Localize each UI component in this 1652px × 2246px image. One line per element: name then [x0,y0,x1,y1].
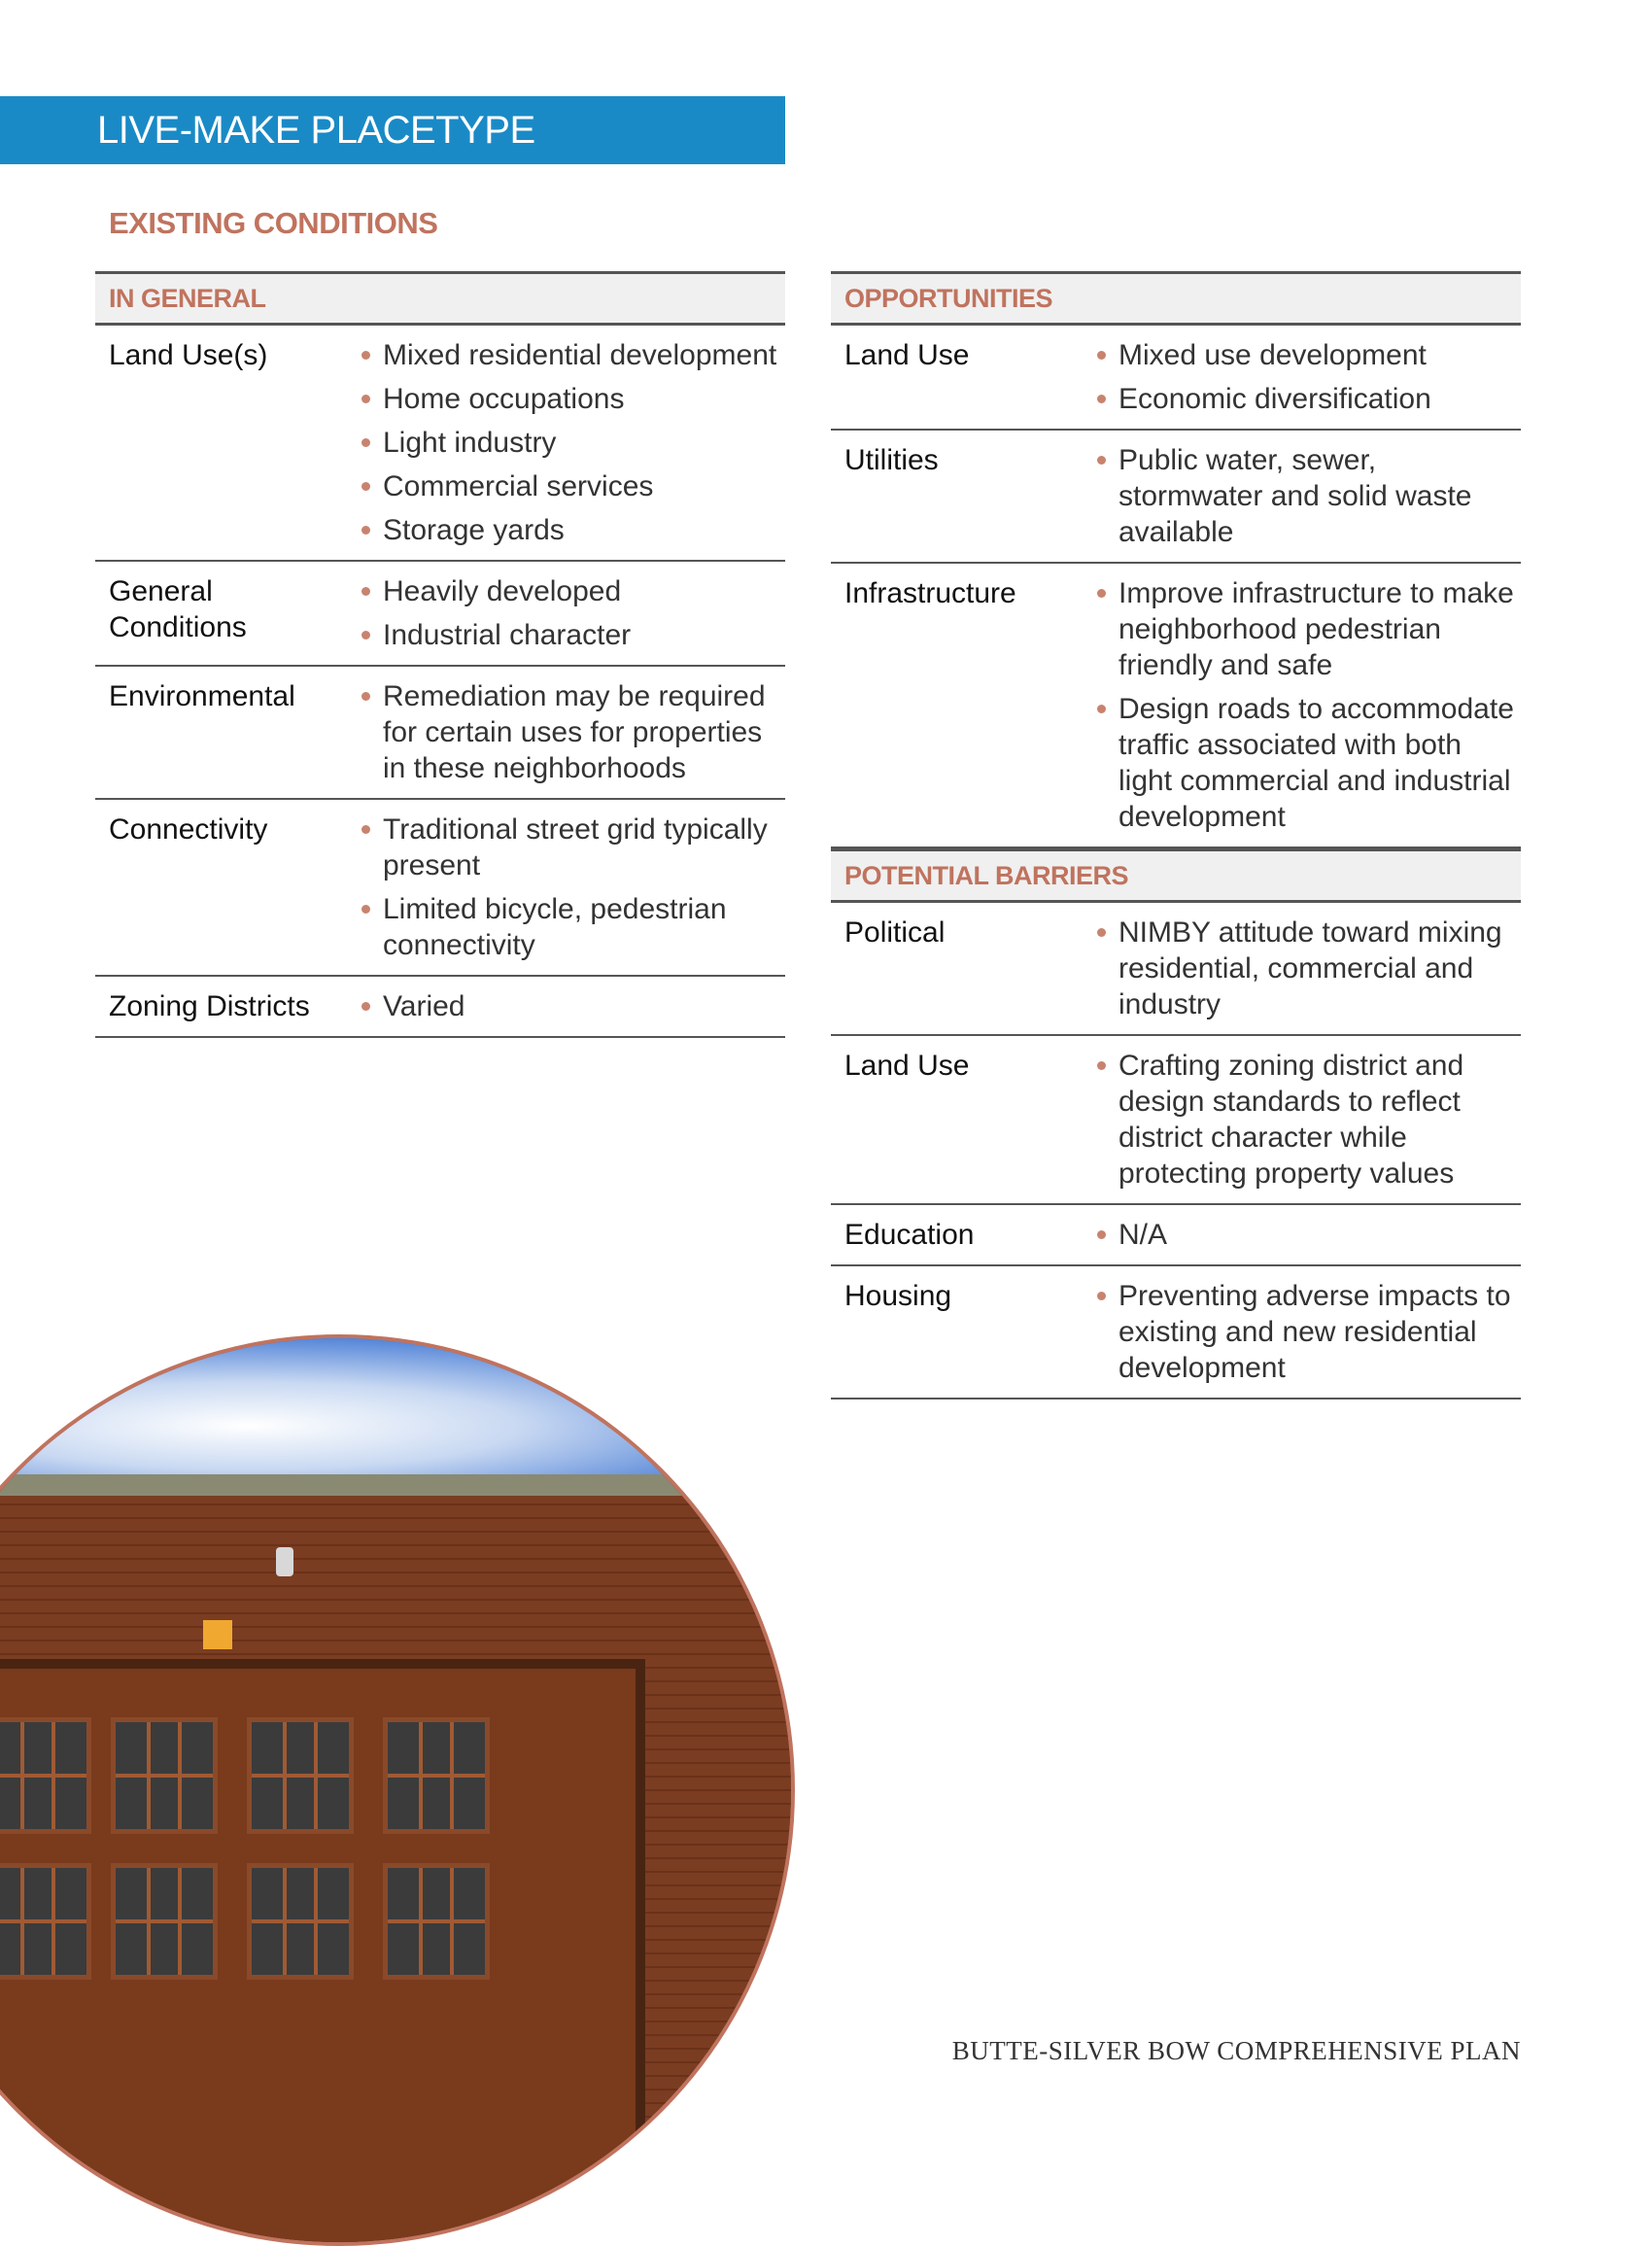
bullet-text: NIMBY attitude toward mixing residential, commercial and industry [1119,916,1502,1020]
opportunities-barriers-table [831,271,1521,1399]
row-label: Utilities [844,444,939,476]
bullet-text: Commercial services [383,470,654,502]
photo-window-pane [247,1717,354,1834]
table-row [95,977,785,1038]
category-header-in-general: IN GENERAL [95,271,785,326]
bullet-text: Limited bicycle, pedestrian connectivity [383,893,727,961]
in-general-rows [95,326,785,1038]
page-title: LIVE-MAKE PLACETYPE [97,109,535,152]
photo-cornice [0,1474,791,1496]
category-header-opportunities: OPPORTUNITIES [831,271,1521,326]
bullet-dot-icon [1097,395,1106,403]
bullet-dot-icon [1097,456,1106,465]
section-title: EXISTING CONDITIONS [109,206,438,240]
photo-window-pane [383,1717,490,1834]
bullet-item [1089,1278,1521,1386]
row-bullet-list [354,988,785,1032]
row-bullet-list [354,573,785,661]
bullet-text: Public water, sewer, stormwater and solid waste available [1119,444,1472,548]
opportunities-rows [831,326,1521,848]
bullet-dot-icon [1097,928,1106,937]
row-label: Land Use [844,339,970,371]
row-bullet-list [1089,442,1521,558]
row-bullet-list [1089,915,1521,1030]
bullet-text: Home occupations [383,383,625,415]
bullet-text: Crafting zoning district and design standards to reflect district character while protecting property values [1119,1050,1464,1190]
photo-window-pane [0,1863,91,1980]
photo-lamp [276,1547,293,1576]
bullet-dot-icon [1097,351,1106,360]
bullet-text: Industrial character [383,619,632,651]
row-label: Land Use(s) [109,339,268,371]
bullet-item [1089,337,1521,373]
bullet-item [354,337,785,373]
table-row [831,326,1521,431]
bullet-text: Mixed residential development [383,339,777,371]
bullet-text: Improve infrastructure to make neighborhood pedestrian friendly and safe [1119,577,1514,681]
bullet-text: Traditional street grid typically present [383,813,768,881]
bullet-item [354,573,785,609]
title-banner [0,96,785,164]
photo-window-pane [111,1863,218,1980]
bullet-item [354,678,785,786]
bullet-text: Preventing adverse impacts to existing and new residential development [1119,1280,1511,1384]
bullet-dot-icon [361,526,370,535]
bullet-item [1089,381,1521,417]
row-bullet-list [354,678,785,794]
category-header-potential-barriers: POTENTIAL BARRIERS [831,848,1521,903]
bullet-dot-icon [1097,1230,1106,1239]
row-label: Land Use [844,1050,970,1082]
bullet-dot-icon [1097,1061,1106,1070]
photo-window-pane [247,1863,354,1980]
table-row [831,1266,1521,1399]
row-bullet-list [1089,1217,1521,1261]
bullet-text: Remediation may be required for certain uses for properties in these neighborhoods [383,680,766,784]
footer-plan-title: BUTTE-SILVER BOW COMPREHENSIVE PLAN [951,2036,1521,2065]
bullet-text: Economic diversification [1119,383,1431,415]
row-label: Environmental [109,680,295,712]
bullet-dot-icon [361,1002,370,1011]
table-row [95,326,785,562]
table-row [831,903,1521,1036]
row-bullet-list [354,812,785,971]
bullet-item [354,988,785,1024]
bullet-text: Varied [383,990,465,1022]
table-row [831,431,1521,564]
brick-building-photo [0,1334,795,2246]
bullet-dot-icon [1097,589,1106,598]
table-row [831,564,1521,848]
bullet-dot-icon [361,351,370,360]
bullet-text: Light industry [383,427,557,459]
bullet-dot-icon [1097,1292,1106,1300]
row-label: Zoning Districts [109,990,310,1022]
row-label: General Conditions [109,575,247,643]
bullet-item [1089,691,1521,835]
bullet-item [1089,1217,1521,1253]
photo-window-pane [0,1717,91,1834]
bullet-dot-icon [361,905,370,914]
table-row [831,1205,1521,1266]
bullet-dot-icon [361,825,370,834]
table-row [95,667,785,800]
bullet-text: Mixed use development [1119,339,1427,371]
bullet-item [354,468,785,504]
bullet-item [354,425,785,461]
existing-conditions-table [95,271,785,1038]
bullet-item [354,381,785,417]
row-bullet-list [354,337,785,556]
photo-sky [0,1338,791,1484]
row-label: Political [844,916,946,949]
photo-sign [203,1620,232,1649]
table-row [95,800,785,977]
bullet-text: Storage yards [383,514,565,546]
photo-window-pane [383,1863,490,1980]
potential-barriers-rows [831,903,1521,1399]
bullet-item [354,617,785,653]
row-label: Connectivity [109,813,268,846]
bullet-dot-icon [361,692,370,701]
bullet-item [1089,442,1521,550]
bullet-text: Design roads to accommodate traffic associated with both light commercial and industrial development [1119,693,1514,833]
bullet-dot-icon [361,482,370,491]
bullet-dot-icon [361,587,370,596]
row-bullet-list [1089,1278,1521,1394]
row-label: Education [844,1219,975,1251]
bullet-item [1089,1048,1521,1192]
row-label: Infrastructure [844,577,1016,609]
bullet-text: Heavily developed [383,575,622,607]
bullet-item [1089,915,1521,1022]
row-bullet-list [1089,575,1521,843]
bullet-item [354,891,785,963]
bullet-dot-icon [361,395,370,403]
bullet-dot-icon [1097,705,1106,713]
bullet-text: N/A [1119,1219,1168,1251]
bullet-dot-icon [361,631,370,639]
row-bullet-list [1089,337,1521,425]
bullet-dot-icon [361,438,370,447]
bullet-item [1089,575,1521,683]
table-row [95,562,785,667]
bullet-item [354,812,785,883]
photo-garage-doors [0,1659,645,2246]
photo-window-pane [111,1717,218,1834]
table-row [831,1036,1521,1205]
row-label: Housing [844,1280,952,1312]
row-bullet-list [1089,1048,1521,1199]
bullet-item [354,512,785,548]
